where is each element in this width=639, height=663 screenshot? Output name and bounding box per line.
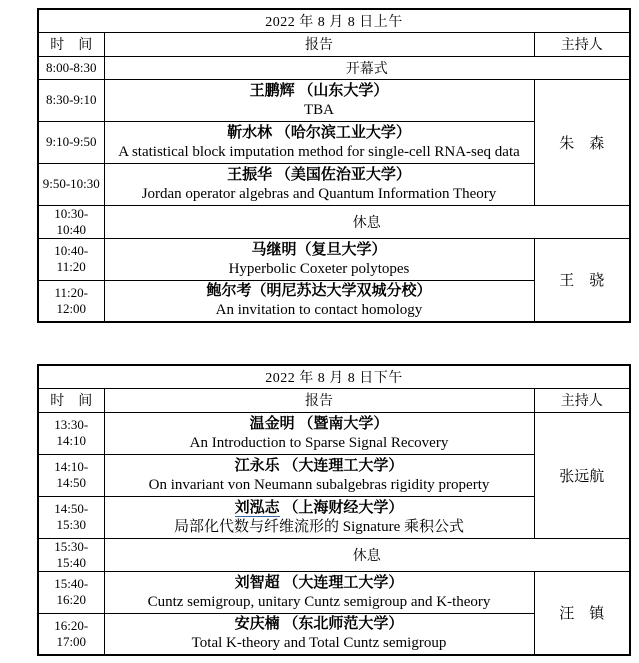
session-event: 开幕式 xyxy=(104,56,630,79)
afternoon-col-header-time: 时 间 xyxy=(38,388,104,412)
session-time: 10:40-11:20 xyxy=(38,238,104,280)
talk-title: Cuntz semigroup, unitary Cuntz semigroup and K-theory xyxy=(147,593,491,610)
talk-title: Hyperbolic Coxeter polytopes xyxy=(228,260,410,277)
talk-title: On invariant von Neumann subalgebras rigidity property xyxy=(148,476,490,493)
talk-title: An Introduction to Sparse Signal Recovery xyxy=(189,434,449,451)
morning-col-header-chair: 主持人 xyxy=(534,32,630,56)
speaker-name: 王鹏辉 （山东大学） xyxy=(249,82,389,99)
table-row xyxy=(38,238,630,280)
table-row xyxy=(38,412,630,454)
session-event: 休息 xyxy=(104,205,630,238)
talk-title: 局部化代数与纤维流形的 Signature 乘积公式 xyxy=(174,518,464,535)
table-row xyxy=(38,571,630,613)
speaker-name: 王振华 （美国佐治亚大学） xyxy=(227,166,411,183)
talk-title: An invitation to contact homology xyxy=(215,302,423,319)
morning-table-title: 2022 年 8 月 8 日上午 xyxy=(38,9,630,32)
talk-title: Jordan operator algebras and Quantum Information Theory xyxy=(141,185,497,202)
table-row xyxy=(38,79,630,121)
session-time: 8:30-9:10 xyxy=(38,79,104,121)
session-chair: 张远航 xyxy=(534,412,630,538)
session-chair: 王 骁 xyxy=(534,238,630,322)
session-time: 15:40-16:20 xyxy=(38,571,104,613)
speaker-name: 鲍尔考（明尼苏达大学双城分校） xyxy=(206,283,432,300)
session-talk xyxy=(104,613,534,655)
morning-schedule-table xyxy=(37,8,631,323)
speaker-name: 刘智超 （大连理工大学） xyxy=(234,574,404,591)
speaker-name: 靳水林 （哈尔滨工业大学） xyxy=(227,124,411,141)
afternoon-schedule-table xyxy=(37,364,631,656)
table-row xyxy=(38,205,630,238)
session-time: 8:00-8:30 xyxy=(38,56,104,79)
session-time: 15:30-15:40 xyxy=(38,538,104,571)
session-talk xyxy=(104,238,534,280)
talk-title: TBA xyxy=(304,101,334,118)
speaker-name: 马继明（复旦大学） xyxy=(251,241,387,258)
table-row xyxy=(38,538,630,571)
speaker-affiliation: （上海财经大学） xyxy=(279,499,404,516)
session-chair: 汪 镇 xyxy=(534,571,630,655)
session-talk xyxy=(104,571,534,613)
speaker-name-link[interactable]: 刘泓志 xyxy=(234,499,280,516)
session-time: 13:30-14:10 xyxy=(38,412,104,454)
session-time: 14:10-14:50 xyxy=(38,454,104,496)
speaker-name: 江永乐 （大连理工大学） xyxy=(234,457,404,474)
speaker-name: 安庆楠 （东北师范大学） xyxy=(234,616,404,633)
session-talk xyxy=(104,496,534,538)
speaker-name xyxy=(107,498,532,518)
session-talk xyxy=(104,121,534,163)
table-row xyxy=(38,56,630,79)
session-talk xyxy=(104,79,534,121)
session-talk xyxy=(104,412,534,454)
session-time: 14:50-15:30 xyxy=(38,496,104,538)
session-talk xyxy=(104,163,534,205)
speaker-name: 温金明 （暨南大学） xyxy=(249,415,389,432)
session-time: 16:20-17:00 xyxy=(38,613,104,655)
session-time: 9:10-9:50 xyxy=(38,121,104,163)
afternoon-col-header-talk: 报告 xyxy=(104,388,534,412)
session-time: 10:30-10:40 xyxy=(38,205,104,238)
afternoon-table-title: 2022 年 8 月 8 日下午 xyxy=(38,365,630,388)
talk-title: Total K-theory and Total Cuntz semigroup xyxy=(191,635,447,652)
afternoon-col-header-chair: 主持人 xyxy=(534,388,630,412)
talk-title: A statistical block imputation method for single-cell RNA-seq data xyxy=(118,143,520,160)
morning-col-header-talk: 报告 xyxy=(104,32,534,56)
session-time: 11:20-12:00 xyxy=(38,280,104,322)
session-chair: 朱 森 xyxy=(534,79,630,205)
morning-col-header-time: 时 间 xyxy=(38,32,104,56)
session-talk xyxy=(104,454,534,496)
session-time: 9:50-10:30 xyxy=(38,163,104,205)
session-talk xyxy=(104,280,534,322)
session-event: 休息 xyxy=(104,538,630,571)
